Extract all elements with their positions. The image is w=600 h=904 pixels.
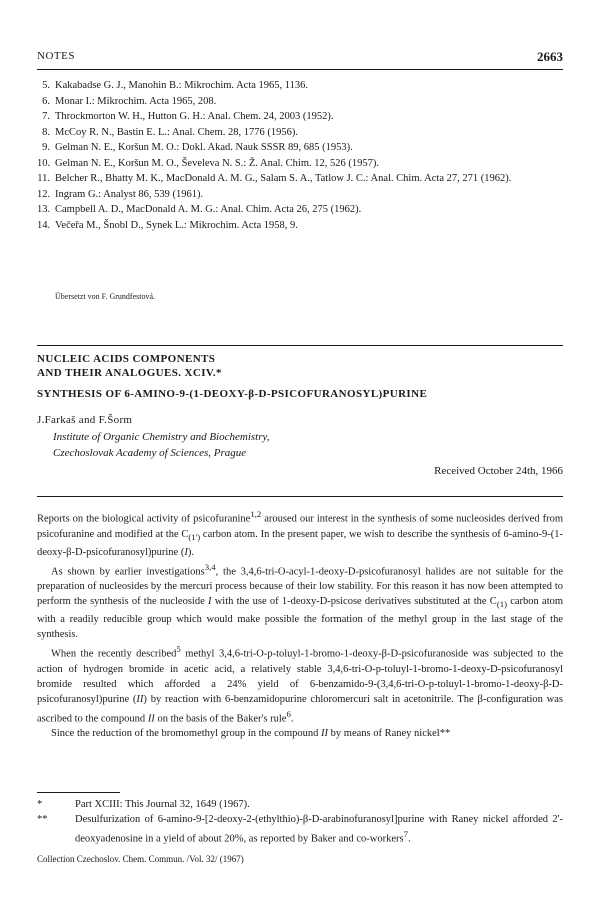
reference-item <box>37 202 563 218</box>
page-number: 2663 <box>537 49 563 64</box>
reference-number: 8. <box>42 126 50 138</box>
section-divider <box>37 345 563 346</box>
reference-number: 7. <box>42 111 50 122</box>
abstract-rule <box>37 496 563 497</box>
article-body <box>37 507 563 741</box>
reference-item <box>37 78 563 94</box>
journal-footer: Collection Czechoslov. Chem. Commun. /Vol. 32/ (1967) <box>37 854 244 864</box>
reference-number: 12. <box>37 188 51 200</box>
reference-text: Throckmorton W. H., Hutton G. H.: Anal. Chem. 24, 2003 (1952). <box>55 111 334 122</box>
reference-number: 13. <box>37 204 51 215</box>
translator-note: Übersetzt von F. Grundfestová. <box>55 292 156 301</box>
header-rule <box>37 69 563 70</box>
reference-number: 14. <box>37 219 51 231</box>
reference-item <box>37 140 563 156</box>
reference-list <box>37 78 563 233</box>
reference-item <box>37 187 563 203</box>
footnote: ** Desulfurization of 6-amino-9-[2-deoxy-2-(ethylthio)-β-D-arabinofuranosyl]purine with Raney nickel afforded 2'-deoxyadenosine in a yield of about 20%, as reported by Baker and co-workers$^7$. <box>37 814 563 845</box>
reference-text: Kakabadse G. J., Manohin B.: Mikrochim. Acta 1965, 1136. <box>55 80 309 91</box>
footnote: * Part XCIII: This Journal 32, 1649 (1967). <box>37 799 250 810</box>
article-title: NUCLEIC ACIDS COMPONENTS AND THEIR ANALOGUES. XCIV.* <box>37 353 222 379</box>
section-label: NOTES <box>37 50 75 62</box>
reference-text: Gelman N. E., Koršun M. O.: Dokl. Akad. Nauk SSSR 89, 685 (1953). <box>55 142 353 153</box>
reference-item <box>37 218 563 234</box>
received-date: Received October 24th, 1966 <box>434 465 563 477</box>
reference-text: Gelman N. E., Koršun M. O., Ševeleva N. S.: Ž. Anal. Chim. 12, 526 (1957). <box>55 157 380 169</box>
reference-text: Campbell A. D., MacDonald A. M. G.: Anal. Chim. Acta 26, 275 (1962). <box>55 204 362 215</box>
reference-item <box>37 171 563 187</box>
reference-number: 6. <box>42 95 50 107</box>
running-header <box>37 50 563 68</box>
reference-number: 11. <box>37 173 50 184</box>
reference-text: Večeřa M., Šnobl D., Synek L.: Mikrochim. Acta 1958, 9. <box>55 219 298 231</box>
reference-item <box>37 125 563 141</box>
reference-number: 10. <box>37 157 51 169</box>
paragraph: When the recently described$^5$ methyl 3,4,6-tri-O-p-toluyl-1-bromo-1-deoxy-β-D-psicofuranoside was subjected to the action of hydrogen bromide in acetic acid, a relatively stable 3,4,6-tri-O-p-toluyl-1-bromo-1-deoxy-D-psicofuranosyl bromide resulted which afforded a 24% yield of 6-benzamido-9-(3,4,6-tri-O-p-toluyl-1-bromo-1-deoxy-β-D-psicofuranosyl)purine (II) by reaction with 6-benzamidopurine chloromercuri salt in acetonitrile. The β-configuration was ascribed to the compound II on the basis of the Baker's rule$^6$. <box>37 644 563 725</box>
footnote-rule <box>37 792 120 793</box>
reference-item <box>37 109 563 125</box>
article-subtitle: SYNTHESIS OF 6-AMINO-9-(1-DEOXY-β-D-PSICOFURANOSYL)PURINE <box>37 388 428 400</box>
paragraph: As shown by earlier investigations$^{3,4}$, the 3,4,6-tri-O-acyl-1-deoxy-D-psicofuranosyl halides are not suitable for the preparation of nucleosides by the mercuri process because of their low stability. For this reason it has now been attempted to perform the synthesis of the nucleoside I with the use of 1-deoxy-D-psicose derivatives substituted at the $C_{(1)}$ carbon atom with a readily reducible group which would make possible the formation of the methyl group in the last stage of the synthesis. <box>37 561 564 641</box>
footnotes <box>37 797 563 847</box>
paragraph: Reports on the biological activity of psicofuranine$^{1,2}$ aroused our interest in the synthesis of some nucleosides derived from psicofuranine and modified at the $C_{(1')}$ carbon atom. In the present paper, we wish to describe the synthesis of 6-amino-9-(1-deoxy-β-D-psicofuranosyl)purine (I). <box>37 509 564 558</box>
reference-text: McCoy R. N., Bastin E. L.: Anal. Chem. 28, 1776 (1956). <box>55 126 298 138</box>
reference-text: Belcher R., Bhatty M. K., MacDonald A. M. G., Salam S. A., Tatlow J. C.: Anal. Chim. Acta 27, 271 (1962). <box>55 173 512 184</box>
reference-number: 5. <box>42 80 50 91</box>
affiliation: Institute of Organic Chemistry and Biochemistry, Czechoslovak Academy of Sciences, Prague <box>53 431 270 459</box>
reference-text: Ingram G.: Analyst 86, 539 (1961). <box>55 188 204 200</box>
article-heading <box>37 352 563 477</box>
reference-text: Monar I.: Mikrochim. Acta 1965, 208. <box>55 95 217 107</box>
reference-number: 9. <box>42 142 50 153</box>
reference-item <box>37 94 563 110</box>
reference-item <box>37 156 563 172</box>
paragraph: Since the reduction of the bromomethyl group in the compound II by means of Raney nickel** <box>51 728 451 740</box>
authors: J.Farkaš and F.Šorm <box>37 414 133 426</box>
